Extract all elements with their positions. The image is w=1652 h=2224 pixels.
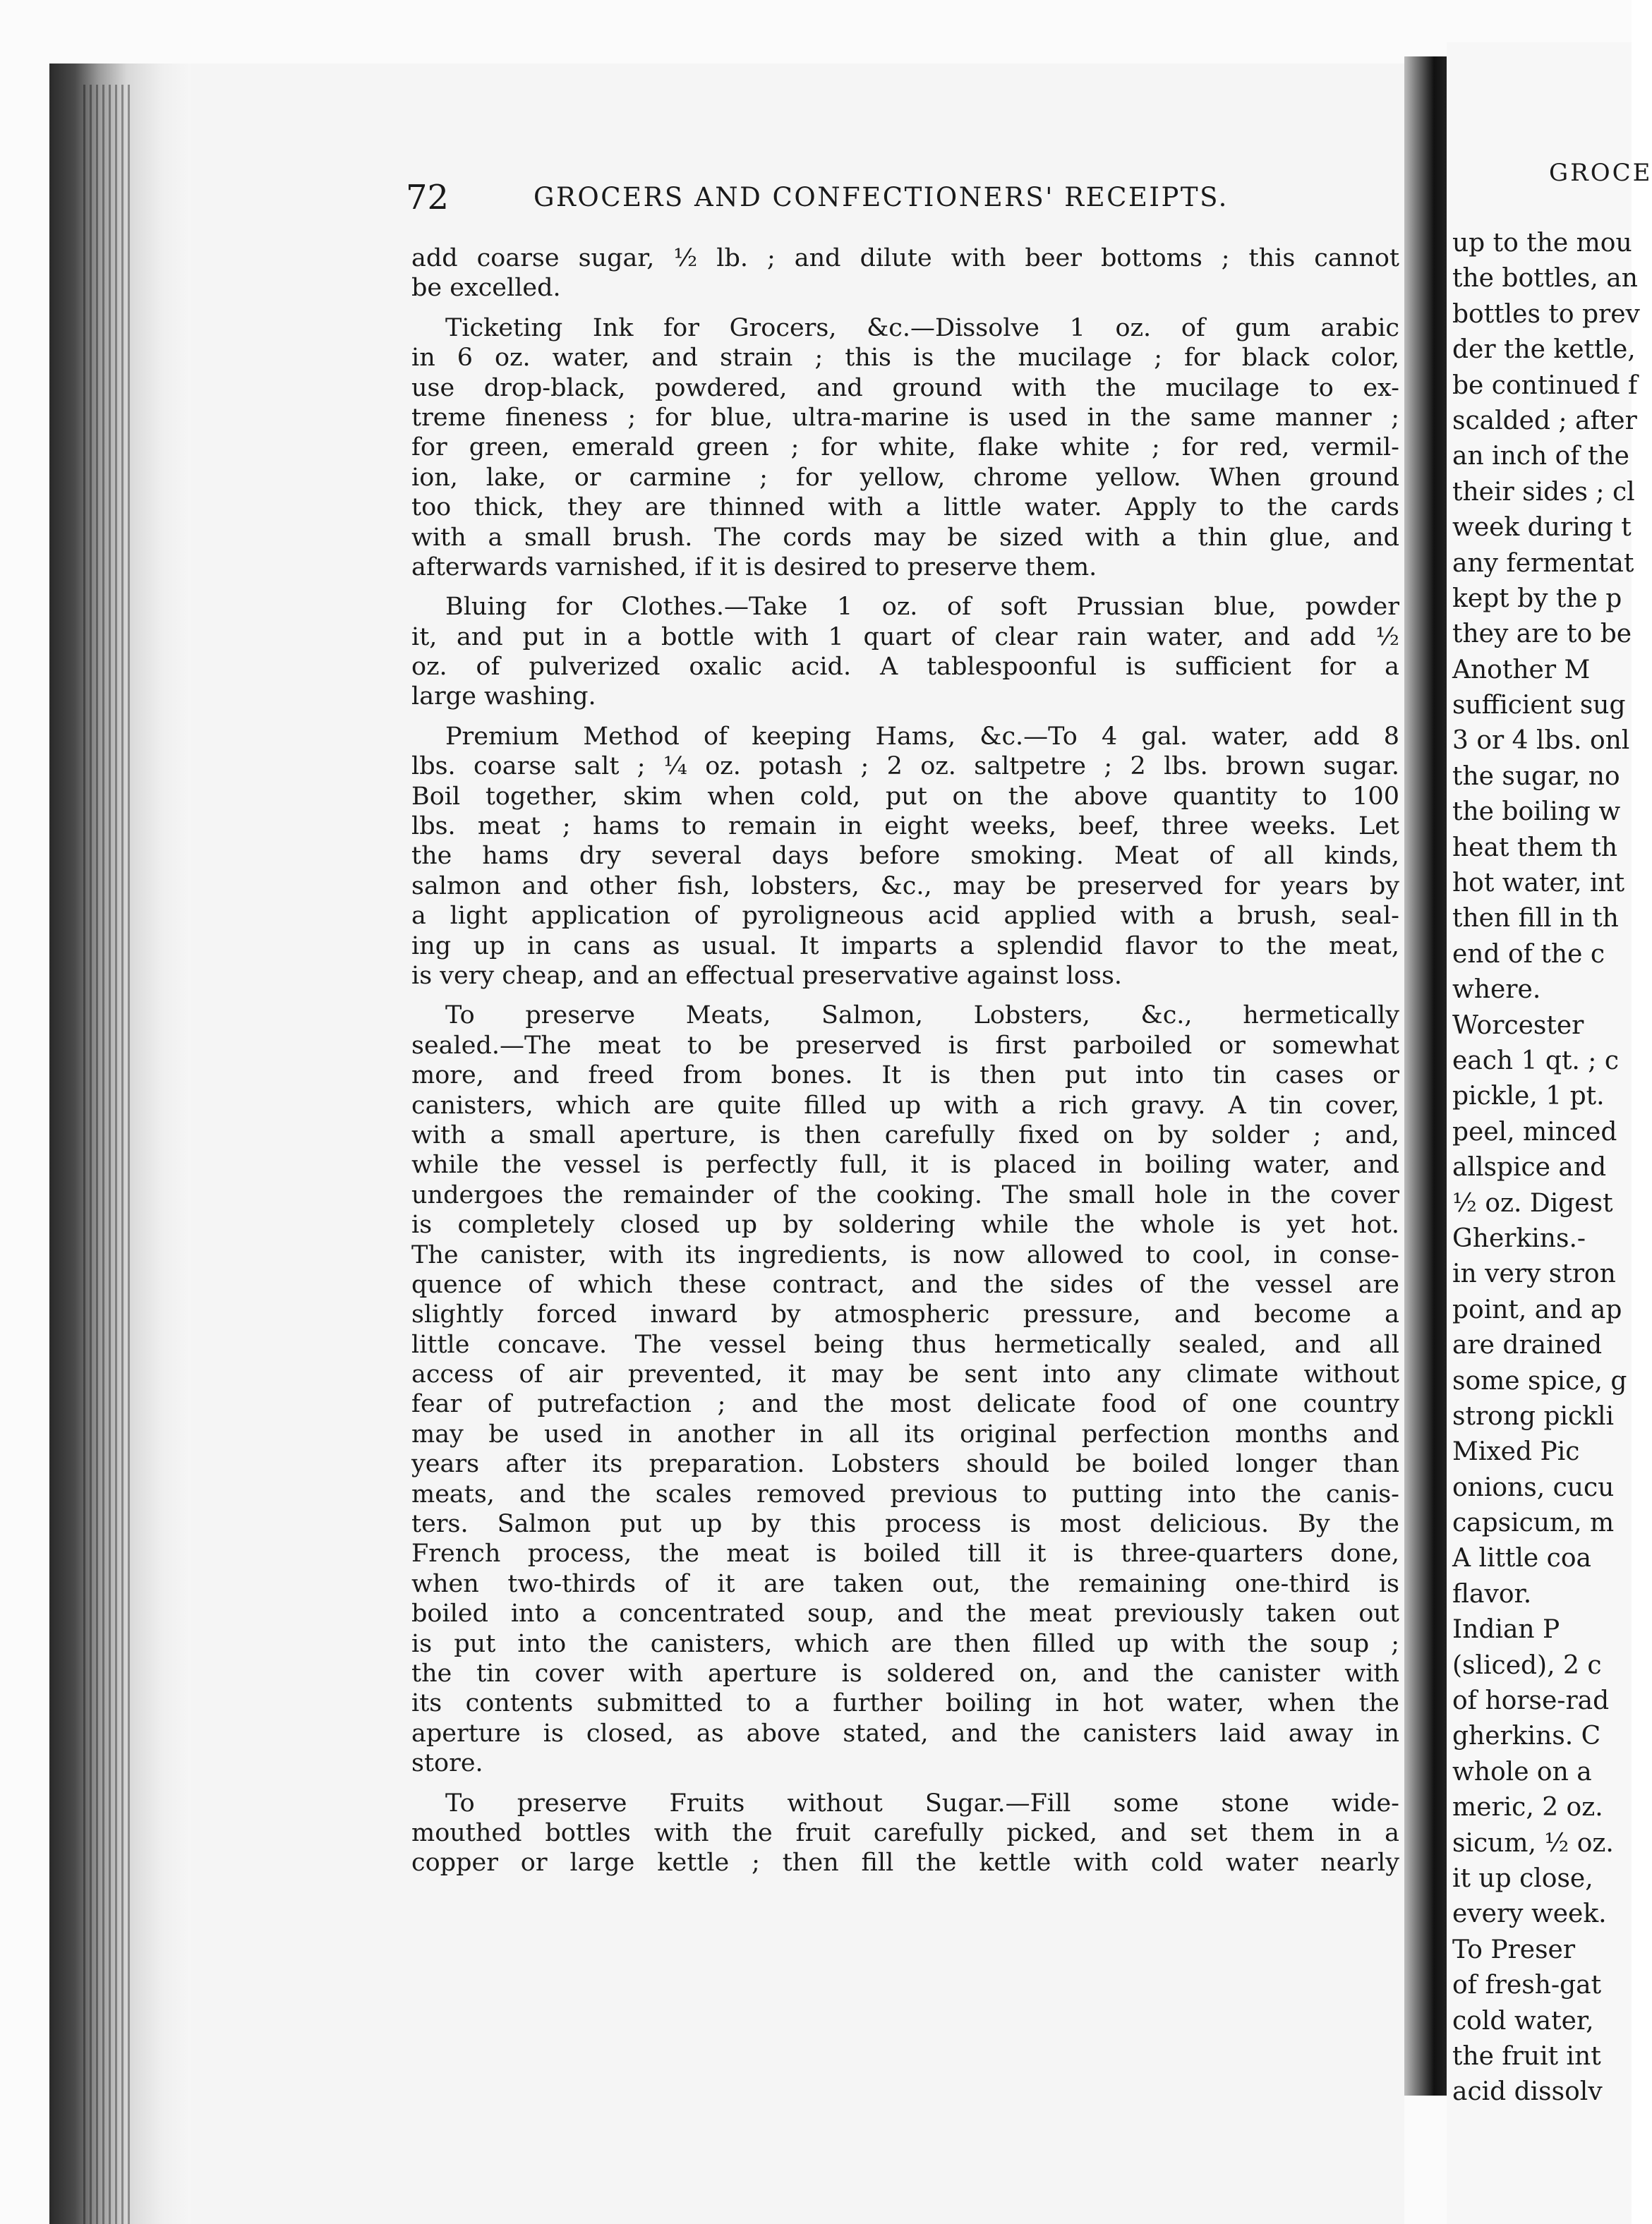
text-line: be excelled. — [411, 274, 561, 303]
text-line: is very cheap, and an effectual preservative against loss. — [411, 961, 1123, 990]
text-line: treme fineness ; for blue, ultra-marine is used in the same manner ; — [411, 403, 1399, 432]
next-page-line: the fruit int — [1452, 2041, 1601, 2071]
next-page-line: whole on a — [1452, 1757, 1592, 1787]
text-line: Boil together, skim when cold, put on the above quantity to 100 — [411, 782, 1399, 811]
next-page-line: Worcester — [1452, 1010, 1584, 1040]
text-line: slightly forced inward by atmospheric pressure, and become a — [411, 1300, 1399, 1329]
text-line: To preserve Fruits without Sugar.—Fill some stone wide- — [445, 1789, 1399, 1818]
next-page-line: then fill in th — [1452, 904, 1619, 933]
paragraph-gap — [411, 1779, 1399, 1789]
text-line: is put into the canisters, which are then filled up with the soup ; — [411, 1629, 1399, 1658]
next-page-line: To Preser — [1452, 1935, 1576, 1964]
next-page-line: of fresh-gat — [1452, 1971, 1602, 2000]
next-page-line: point, and ap — [1452, 1295, 1622, 1324]
next-page-line: the boiling w — [1452, 797, 1621, 827]
next-page-line: it up close, — [1452, 1863, 1593, 1893]
next-page-line: Another M — [1452, 655, 1591, 684]
text-line: lbs. meat ; hams to remain in eight weeks, beef, three weeks. Let — [411, 812, 1399, 841]
next-page-line: of horse-rad — [1452, 1686, 1610, 1716]
next-page-line: pickle, 1 pt. — [1452, 1082, 1605, 1111]
text-line: fear of putrefaction ; and the most delicate food of one country — [411, 1390, 1399, 1419]
next-page-line: Gherkins.- — [1452, 1223, 1586, 1253]
next-page-line: they are to be — [1452, 620, 1632, 649]
text-line: Bluing for Clothes.—Take 1 oz. of soft Prussian blue, powder — [445, 593, 1399, 622]
text-line: To preserve Meats, Salmon, Lobsters, &c., hermetically — [445, 1001, 1399, 1030]
paragraph-gap — [411, 712, 1399, 722]
next-page-line: allspice and — [1452, 1153, 1607, 1183]
text-line: the tin cover with aperture is soldered on, and the canister with — [411, 1659, 1399, 1688]
text-line: little concave. The vessel being thus hermetically sealed, and all — [411, 1330, 1399, 1359]
next-page-line: are drained — [1452, 1331, 1603, 1360]
text-line: canisters, which are quite filled up with a rich gravy. A tin cover, — [411, 1091, 1399, 1120]
text-line: is completely closed up by soldering while the whole is yet hot. — [411, 1211, 1399, 1240]
next-page-line: bottles to prev — [1452, 299, 1640, 329]
next-page-line: (sliced), 2 c — [1452, 1650, 1602, 1680]
text-line: use drop-black, powdered, and ground with the mucilage to ex- — [411, 373, 1399, 402]
next-page-line: 3 or 4 lbs. onl — [1452, 726, 1630, 756]
paragraph-gap — [411, 991, 1399, 1001]
next-page-line: be continued f — [1452, 370, 1638, 400]
next-page-line: every week. — [1452, 1899, 1607, 1929]
text-line: boiled into a concentrated soup, and the meat previously taken out — [411, 1600, 1399, 1628]
next-page-line: up to the mou — [1452, 229, 1632, 258]
page-edge-stripes — [83, 85, 133, 2224]
text-line: French process, the meat is boiled till it is three-quarters done, — [411, 1540, 1399, 1569]
text-line: ing up in cans as usual. It imparts a splendid flavor to the meat, — [411, 931, 1399, 960]
next-page-line: their sides ; cl — [1452, 477, 1635, 507]
next-page-line: the sugar, no — [1452, 761, 1620, 791]
text-line: sealed.—The meat to be preserved is first parboiled or somewhat — [411, 1031, 1399, 1060]
text-line: salmon and other fish, lobsters, &c., may be preserved for years by — [411, 871, 1399, 900]
next-page-line: sicum, ½ oz. — [1452, 1828, 1614, 1858]
text-line: Ticketing Ink for Grocers, &c.—Dissolve 1 oz. of gum arabic — [445, 313, 1399, 342]
next-page-line: onions, cucu — [1452, 1473, 1615, 1502]
text-line: may be used in another in all its original perfection months and — [411, 1420, 1399, 1449]
text-line: meats, and the scales removed previous to putting into the canis- — [411, 1480, 1399, 1509]
text-line: oz. of pulverized oxalic acid. A tablespoonful is sufficient for a — [411, 653, 1399, 682]
next-page-line: any fermentat — [1452, 548, 1634, 578]
next-page-line: Mixed Pic — [1452, 1437, 1580, 1467]
next-page-line: peel, minced — [1452, 1117, 1617, 1147]
next-page-line: week during t — [1452, 513, 1632, 543]
text-line: access of air prevented, it may be sent into any climate without — [411, 1360, 1399, 1389]
text-line: lbs. coarse salt ; ¼ oz. potash ; 2 oz. saltpetre ; 2 lbs. brown sugar. — [411, 752, 1399, 781]
text-line: mouthed bottles with the fruit carefully picked, and set them in a — [411, 1818, 1399, 1847]
next-page-line: Indian P — [1452, 1615, 1560, 1645]
next-page-line: scalded ; after — [1452, 406, 1637, 435]
next-page-line: an inch of the — [1452, 442, 1629, 471]
next-page-line: hot water, int — [1452, 869, 1625, 898]
text-line: in 6 oz. water, and strain ; this is the mucilage ; for black color, — [411, 344, 1399, 373]
next-page-line: acid dissolv — [1452, 2077, 1603, 2107]
text-line: for green, emerald green ; for white, flake white ; for red, vermil- — [411, 433, 1399, 462]
text-line: with a small aperture, is then carefully fixed on by solder ; and, — [411, 1120, 1399, 1149]
text-line: with a small brush. The cords may be sized with a thin glue, and — [411, 523, 1399, 552]
next-page-running-head: GROCE — [1549, 159, 1652, 187]
next-page-line: kept by the p — [1452, 584, 1622, 613]
next-page-line: meric, 2 oz. — [1452, 1793, 1603, 1823]
paragraph-gap — [411, 303, 1399, 313]
text-line: ion, lake, or carmine ; for yellow, chrome yellow. When ground — [411, 463, 1399, 492]
next-page-line: flavor. — [1452, 1579, 1532, 1609]
next-page-line: end of the c — [1452, 939, 1605, 969]
text-line: a light application of pyroligneous acid applied with a brush, seal- — [411, 902, 1399, 931]
text-line: too thick, they are thinned with a little water. Apply to the cards — [411, 493, 1399, 522]
running-head: GROCERS AND CONFECTIONERS' RECEIPTS. — [533, 182, 1229, 212]
text-line: its contents submitted to a further boiling in hot water, when the — [411, 1689, 1399, 1718]
text-line: ters. Salmon put up by this process is most delicious. By the — [411, 1510, 1399, 1539]
text-line: store. — [411, 1749, 483, 1778]
next-page-line: each 1 qt. ; c — [1452, 1046, 1620, 1075]
text-line: undergoes the remainder of the cooking. The small hole in the cover — [411, 1180, 1399, 1209]
next-page-line: some spice, g — [1452, 1366, 1627, 1396]
text-line: copper or large kettle ; then fill the kettle with cold water nearly — [411, 1849, 1399, 1878]
next-page-line: where. — [1452, 975, 1541, 1005]
text-line: The canister, with its ingredients, is now allowed to cool, in conse- — [411, 1240, 1399, 1269]
next-page-line: gherkins. C — [1452, 1722, 1601, 1751]
text-line: the hams dry several days before smoking. Meat of all kinds, — [411, 842, 1399, 871]
text-line: when two-thirds of it are taken out, the remaining one-third is — [411, 1569, 1399, 1598]
next-page-line: sufficient sug — [1452, 691, 1626, 720]
next-page-line: A little coa — [1452, 1544, 1591, 1573]
text-line: aperture is closed, as above stated, and the canisters laid away in — [411, 1719, 1399, 1748]
text-line: more, and freed from bones. It is then put into tin cases or — [411, 1061, 1399, 1090]
next-page-line: ½ oz. Digest — [1452, 1188, 1613, 1218]
text-line: add coarse sugar, ½ lb. ; and dilute with beer bottoms ; this cannot — [411, 244, 1399, 272]
next-page-line: der the kettle, — [1452, 335, 1636, 365]
text-line: large washing. — [411, 682, 596, 711]
next-page-text — [1452, 226, 1640, 2110]
next-page-line: heat them th — [1452, 833, 1618, 862]
next-page-line: the bottles, an — [1452, 264, 1638, 294]
next-page-line: capsicum, m — [1452, 1509, 1615, 1538]
text-line: it, and put in a bottle with 1 quart of clear rain water, and add ½ — [411, 622, 1399, 651]
text-line: years after its preparation. Lobsters should be boiled longer than — [411, 1450, 1399, 1479]
text-line: quence of which these contract, and the sides of the vessel are — [411, 1270, 1399, 1299]
page-number: 72 — [406, 178, 450, 217]
page-body-text — [411, 243, 1399, 1878]
next-page-line: strong pickli — [1452, 1401, 1615, 1431]
next-page-line: in very stron — [1452, 1259, 1616, 1289]
paragraph-gap — [411, 582, 1399, 592]
text-line: Premium Method of keeping Hams, &c.—To 4 gal. water, add 8 — [445, 722, 1399, 751]
next-page-line: cold water, — [1452, 2006, 1594, 2036]
text-line: afterwards varnished, if it is desired to preserve them. — [411, 552, 1097, 581]
text-line: while the vessel is perfectly full, it is placed in boiling water, and — [411, 1151, 1399, 1180]
